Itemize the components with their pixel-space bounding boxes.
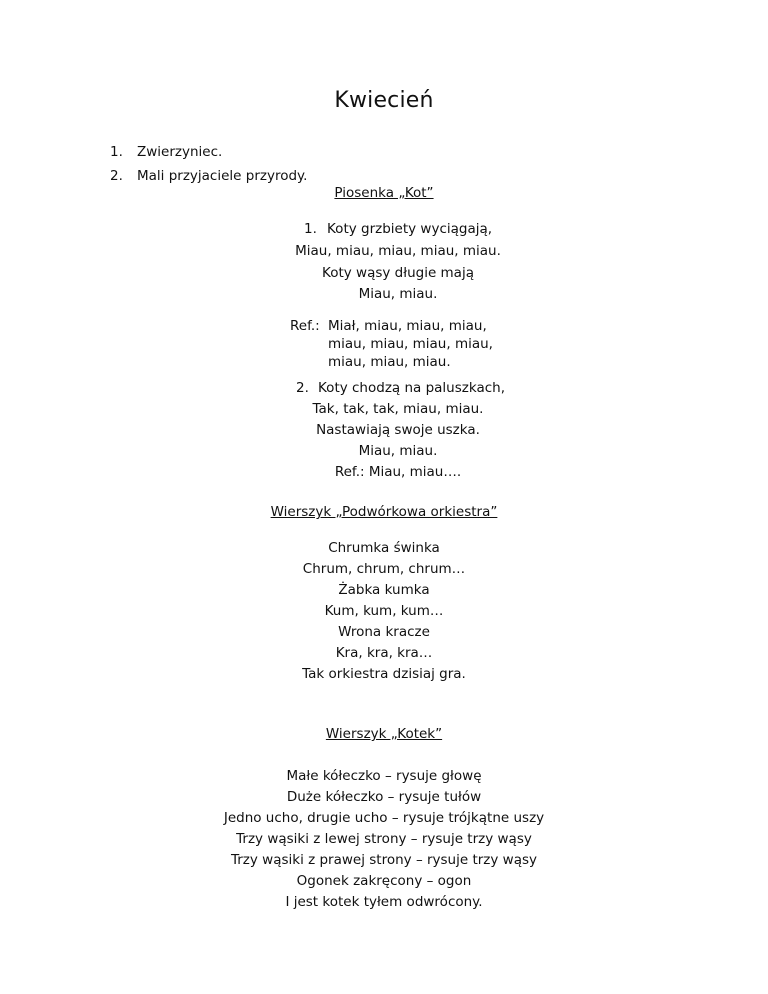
poem-line: Trzy wąsiki z lewej strony – rysuje trzy wąsy — [236, 831, 532, 847]
poem-heading: Wierszyk „Kotek” — [325, 726, 443, 742]
poem-line: Kra, kra, kra… — [335, 645, 433, 661]
topic-list — [110, 140, 307, 188]
verse-line: Miau, miau. — [358, 286, 438, 302]
list-text: Mali przyjaciele przyrody. — [137, 168, 308, 184]
refrain-line: miau, miau, miau, miau, — [328, 336, 493, 352]
poem-line: Duże kółeczko – rysuje tułów — [286, 789, 482, 805]
song-heading: Piosenka „Kot” — [334, 185, 434, 201]
verse-line: Tak, tak, tak, miau, miau. — [312, 401, 484, 417]
list-number: 1. — [110, 144, 123, 160]
poem-line: I jest kotek tyłem odwrócony. — [285, 894, 483, 910]
poem-line: Małe kółeczko – rysuje głowę — [286, 768, 482, 784]
poem-line: Kum, kum, kum… — [324, 603, 444, 619]
verse-line: Koty chodzą na paluszkach, — [318, 380, 505, 396]
list-item — [110, 140, 307, 164]
poem-line: Ogonek zakręcony – ogon — [296, 873, 472, 889]
poem-line: Chrumka świnka — [328, 540, 440, 556]
list-number: 2. — [110, 168, 123, 184]
verse-line: Ref.: Miau, miau…. — [334, 464, 462, 480]
verse-number: 2. — [296, 380, 309, 396]
verse-number: 1. — [304, 221, 317, 237]
verse-line: Miau, miau, miau, miau, miau. — [295, 243, 501, 259]
verse-line: Miau, miau. — [358, 443, 438, 459]
poem-line: Żabka kumka — [338, 582, 430, 598]
list-text: Zwierzyniec. — [137, 144, 223, 160]
poem-heading: Wierszyk „Podwórkowa orkiestra” — [270, 504, 498, 520]
verse-line: Koty wąsy długie mają — [322, 265, 474, 281]
poem-line: Trzy wąsiki z prawej strony – rysuje trzy wąsy — [230, 852, 538, 868]
page-title: Kwiecień — [334, 88, 434, 113]
poem-line: Wrona kracze — [338, 624, 430, 640]
poem-line: Jedno ucho, drugie ucho – rysuje trójkątne uszy — [223, 810, 545, 826]
poem-line: Chrum, chrum, chrum… — [302, 561, 466, 577]
refrain-line: miau, miau, miau. — [328, 354, 451, 370]
verse-line: Nastawiają swoje uszka. — [316, 422, 480, 438]
poem-line: Tak orkiestra dzisiaj gra. — [302, 666, 466, 682]
refrain-line: Miał, miau, miau, miau, — [328, 318, 487, 334]
verse-line: Koty grzbiety wyciągają, — [327, 221, 493, 237]
refrain-label: Ref.: — [290, 318, 320, 334]
